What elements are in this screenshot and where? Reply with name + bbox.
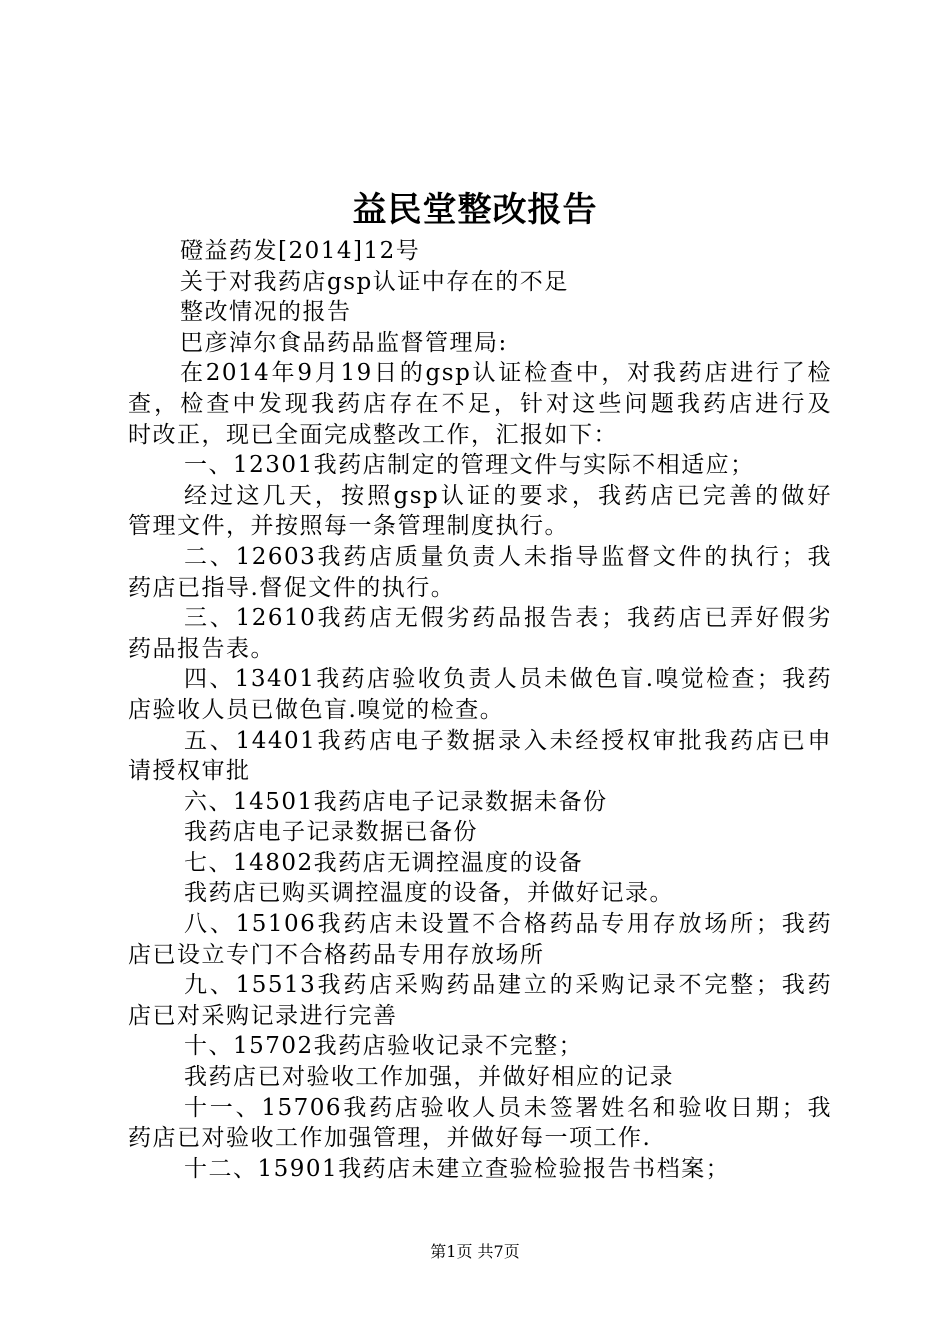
text-line: 十二、15901我药店未建立查验检验报告书档案；: [184, 1155, 731, 1182]
text-line: 时改正，现已全面完成整改工作，汇报如下：: [128, 421, 618, 448]
text-line: 店已设立专门不合格药品专用存放场所: [128, 941, 545, 968]
text-line: 十、15702我药店验收记录不完整；: [184, 1033, 584, 1060]
text-line: 五、14401我药店电子数据录入未经授权审批我药店已申: [184, 727, 832, 754]
text-line: 在2014年9月19日的gsp认证检查中，对我药店进行了检: [180, 360, 832, 387]
text-line: 我药店已购买调控温度的设备，并做好记录。: [184, 880, 674, 907]
text-line: 药店已对验收工作加强管理，并做好每一项工作.: [128, 1125, 652, 1152]
text-line: 二、12603我药店质量负责人未指导监督文件的执行；我: [184, 543, 832, 570]
text-line: 查，检查中发现我药店存在不足，针对这些问题我药店进行及: [128, 390, 832, 417]
text-line: 一、12301我药店制定的管理文件与实际不相适应；: [184, 452, 755, 479]
text-line: 我药店电子记录数据已备份: [184, 819, 478, 846]
text-line: 六、14501我药店电子记录数据未备份: [184, 788, 608, 815]
text-line: 店验收人员已做色盲.嗅觉的检查。: [128, 696, 505, 723]
text-line: 请授权审批: [128, 758, 251, 785]
text-line: 四、13401我药店验收负责人员未做色盲.嗅觉检查；我药: [184, 666, 832, 693]
text-line: 店已对采购记录进行完善: [128, 1002, 398, 1029]
text-line: 药店已指导.督促文件的执行。: [128, 574, 456, 601]
text-line: 经过这几天，按照gsp认证的要求，我药店已完善的做好: [184, 482, 832, 509]
text-line: 磴益药发[2014]12号: [180, 238, 421, 264]
text-line: 三、12610我药店无假劣药品报告表；我药店已弄好假劣: [184, 605, 832, 632]
text-line: 关于对我药店gsp认证中存在的不足: [180, 268, 569, 295]
text-line: 八、15106我药店未设置不合格药品专用存放场所；我药: [184, 911, 832, 938]
text-line: 我药店已对验收工作加强，并做好相应的记录: [184, 1064, 674, 1091]
text-line: 十一、15706我药店验收人员未签署姓名和验收日期；我: [184, 1094, 832, 1121]
text-line: 管理文件，并按照每一条管理制度执行。: [128, 513, 569, 540]
text-line: 整改情况的报告: [180, 299, 352, 326]
text-line: 七、14802我药店无调控温度的设备: [184, 849, 584, 876]
text-line: 九、15513我药店采购药品建立的采购记录不完整；我药: [184, 972, 832, 999]
page-footer: 第1页 共7页: [430, 1242, 520, 1261]
text-line: 药品报告表。: [128, 635, 275, 662]
text-line: 巴彦淖尔食品药品监督管理局:: [180, 329, 508, 356]
document-body: [128, 236, 832, 1184]
document-title: 益民堂整改报告: [352, 190, 598, 230]
